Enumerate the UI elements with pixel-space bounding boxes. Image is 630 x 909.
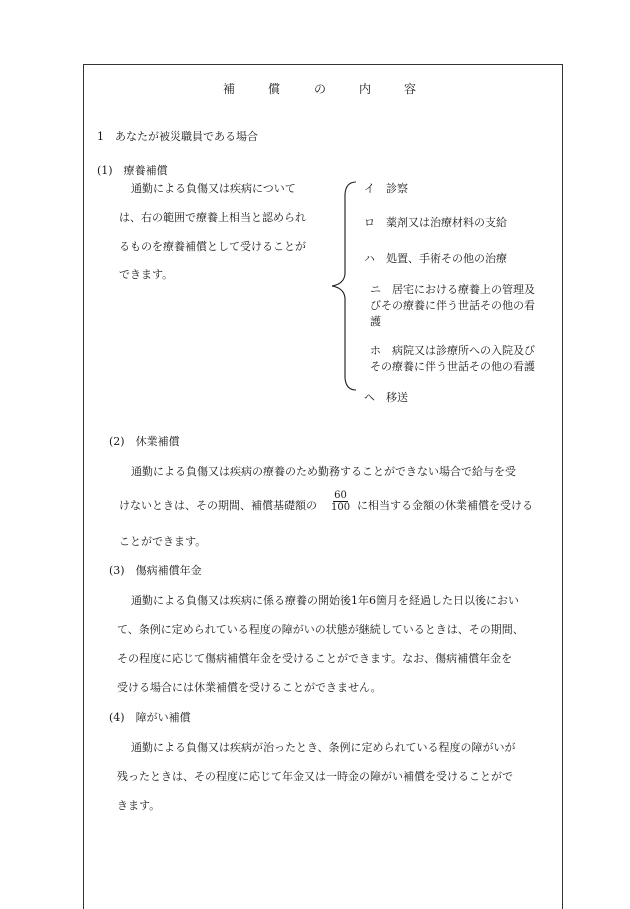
text-line: に相当する金額の休業補償を受ける: [357, 499, 533, 512]
text-line: けないときは、その期間、補償基礎額の: [119, 499, 317, 512]
list-item: ホ 病院又は診療所への入院及び: [370, 344, 535, 357]
curly-brace-icon: [328, 180, 358, 392]
text-line: て、条例に定められている程度の障がいの状態が継続しているときは、その期間、: [117, 623, 524, 636]
text-line: きます。: [117, 799, 161, 812]
list-item: ハ 処置、手術その他の治療: [364, 252, 507, 265]
fraction-numerator: 60: [334, 490, 347, 501]
title-char: 容: [404, 82, 417, 96]
fraction: [331, 490, 350, 513]
text-line: 通勤による負傷又は疾病に係る療養の開始後1年6箇月を経過した日以後におい: [131, 594, 519, 607]
subsection-heading-1: (1) 療養補償: [97, 164, 168, 177]
title-char: の: [314, 82, 327, 96]
text-line: 通勤による負傷又は疾病が治ったとき、条例に定められている程度の障がいが: [131, 741, 516, 754]
list-item-cont: びその療養に伴う世話その他の看: [370, 299, 535, 312]
section-heading: 1 あなたが被災職員である場合: [97, 130, 258, 143]
list-item: イ 診察: [364, 182, 408, 195]
text-line: 受ける場合には休業補償を受けることができません。: [117, 681, 382, 694]
list-item-cont: 護: [370, 315, 381, 328]
text-line: 通勤による負傷又は疾病の療養のため勤務することができない場合で給与を受: [131, 465, 516, 478]
text-line: 残ったときは、その程度に応じて年金又は一時金の障がい補償を受けることがで: [117, 770, 513, 783]
text-line: ことができます。: [119, 535, 207, 548]
list-item: ニ 居宅における療養上の管理及: [370, 283, 535, 296]
fraction-denominator: 100: [331, 502, 351, 513]
text-line: るものを療養補償として受けることが: [119, 240, 306, 253]
title-char: 補: [223, 82, 236, 96]
subsection-heading-4: (4) 障がい補償: [109, 711, 191, 724]
list-item-cont: その療養に伴う世話その他の看護: [370, 360, 535, 373]
list-item: ヘ 移送: [364, 391, 408, 404]
text-line: その程度に応じて傷病補償年金を受けることができます。なお、傷病補償年金を: [117, 652, 513, 665]
text-line: は、右の範囲で療養上相当と認められ: [119, 211, 306, 224]
title-char: 内: [359, 82, 372, 96]
list-item: ロ 薬剤又は治療材料の支給: [364, 216, 507, 229]
title-char: 償: [268, 82, 281, 96]
text-line: できます。: [119, 268, 174, 281]
subsection-heading-2: (2) 休業補償: [109, 435, 180, 448]
text-line: 通勤による負傷又は疾病について: [131, 182, 296, 195]
subsection-heading-3: (3) 傷病補償年金: [109, 564, 202, 577]
